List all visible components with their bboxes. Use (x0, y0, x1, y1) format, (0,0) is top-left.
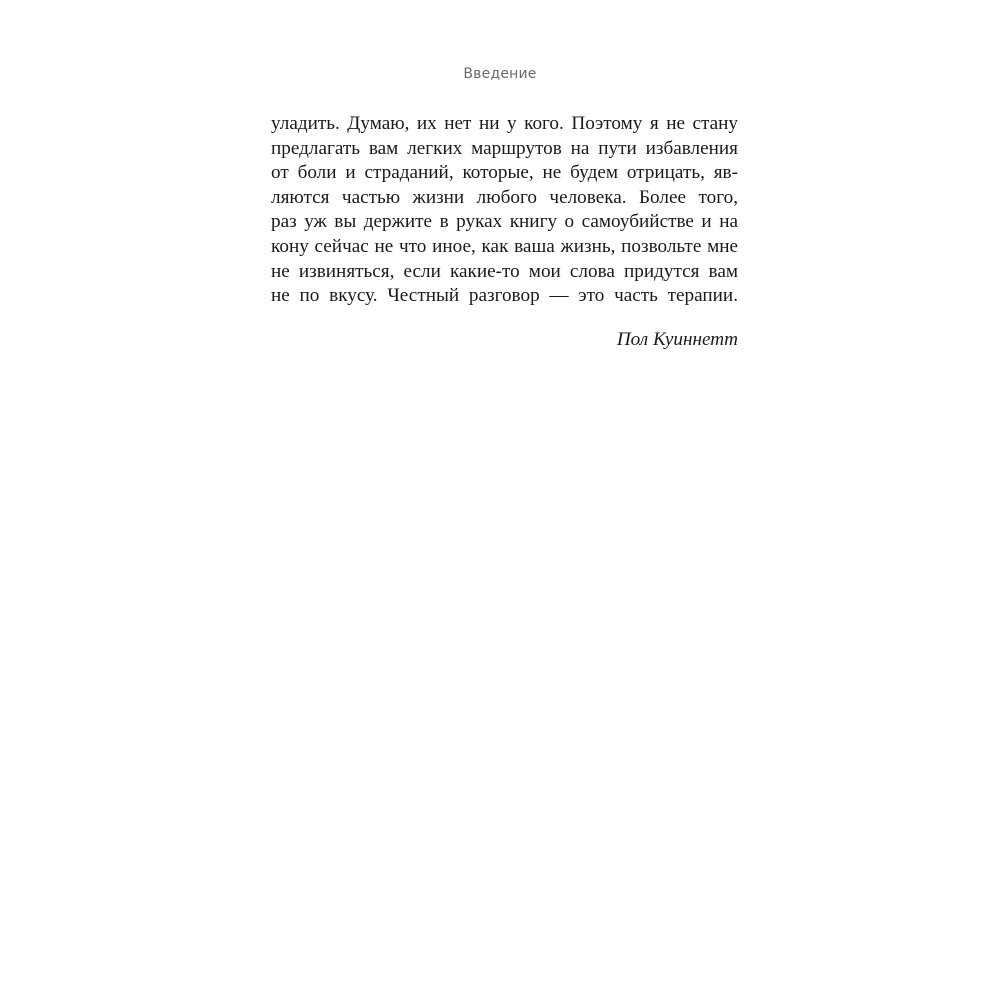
body-paragraph (271, 112, 738, 309)
text-line: раз уж вы держите в руках книгу о самоубийстве и на (271, 211, 738, 233)
text-line: не по вкусу. Честный разговор — это часть терапии. (271, 285, 738, 307)
text-line: предлагать вам легких маршрутов на пути избавления (271, 137, 738, 159)
text-line: ляются частью жизни любого человека. Более того, (271, 186, 738, 208)
text-line: уладить. Думаю, их нет ни у кого. Поэтому я не стану (271, 113, 738, 134)
running-header: Введение (463, 66, 537, 82)
text-line: не извиняться, если какие-то мои слова придутся вам (271, 260, 738, 282)
text-line: от боли и страданий, которые, не будем отрицать, яв- (271, 162, 738, 184)
text-line: кону сейчас не что иное, как ваша жизнь, позвольте мне (271, 235, 738, 257)
author-signature: Пол Куиннетт (616, 329, 738, 350)
